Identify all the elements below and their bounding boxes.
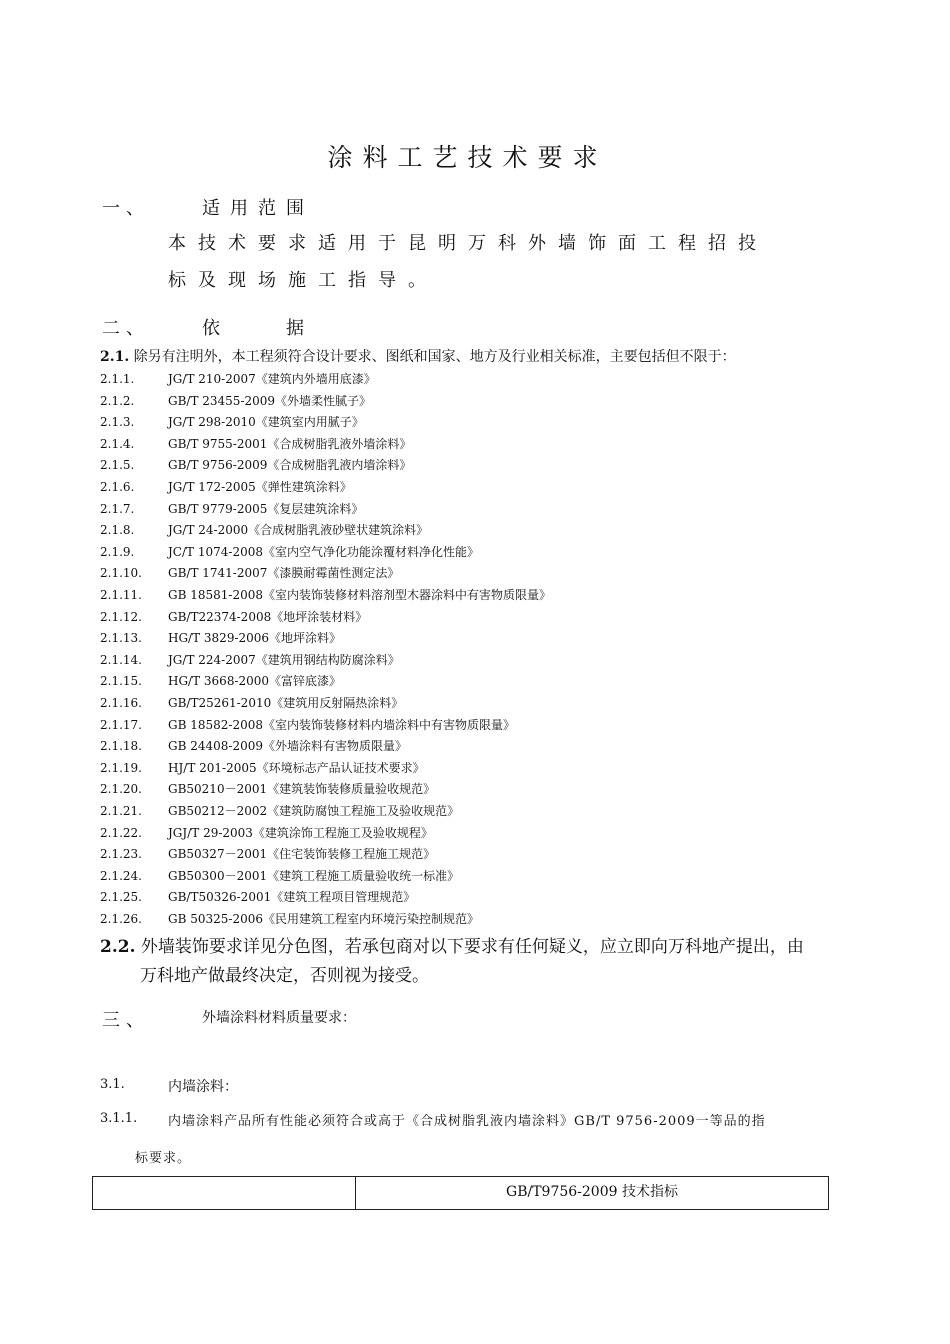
standard-text: GB/T 9755-2001《合成树脂乳液外墙涂料》 — [168, 436, 412, 451]
standard-row — [100, 887, 415, 907]
clause-3-1-1-line-1: 内墙涂料产品所有性能必须符合或高于《合成树脂乳液内墙涂料》GB/T 9756-2009一等品的指 — [168, 1114, 766, 1129]
standard-number: 2.1.6. — [100, 480, 135, 494]
standard-number: 2.1.15. — [100, 674, 142, 689]
standard-text: JG/T 224-2007《建筑用钢结构防腐涂料》 — [168, 652, 400, 667]
standard-row — [100, 434, 411, 454]
standard-row — [100, 650, 400, 670]
standard-text: JG/T 210-2007《建筑内外墙用底漆》 — [168, 372, 376, 386]
standard-row — [100, 499, 363, 519]
scope-line-2: 标及现场施工指导。 — [168, 270, 438, 291]
section-3-title: 外墙涂料材料质量要求： — [202, 1010, 356, 1026]
section-2-title-part2: 据 — [286, 318, 304, 339]
section-3-number: 三、 — [102, 1010, 150, 1031]
standard-row — [100, 520, 428, 540]
standard-row — [100, 779, 435, 799]
clause-3-1-number: 3.1. — [100, 1077, 125, 1092]
standard-row — [100, 477, 352, 497]
standard-number: 2.1.13. — [100, 631, 142, 646]
standard-row — [100, 671, 341, 691]
clause-2-1-text: 除另有注明外，本工程须符合设计要求、图纸和国家、地方及行业相关标准，主要包括但不限于： — [133, 349, 736, 365]
standard-row — [100, 542, 479, 562]
clause-3-1-1-number: 3.1.1. — [100, 1111, 138, 1126]
standard-number: 2.1.4. — [100, 436, 135, 451]
clause-2-2-line-2: 万科地产做最终决定，否则视为接受。 — [140, 966, 429, 986]
clause-3-1-1-line-2: 标要求。 — [135, 1151, 192, 1166]
standard-number: 2.1.14. — [100, 652, 142, 667]
standard-number: 2.1.20. — [100, 782, 142, 797]
spec-table — [92, 1176, 829, 1210]
standard-text: GB50327－2001《住宅装饰装修工程施工规范》 — [168, 847, 436, 862]
standard-row — [100, 693, 403, 713]
standard-row — [100, 607, 367, 627]
standard-text: HG/T 3829-2006《地坪涂料》 — [168, 631, 342, 646]
clause-2-2-line-1: 外墙装饰要求详见分色图，若承包商对以下要求有任何疑义，应立即向万科地产提出，由 — [140, 937, 804, 957]
standard-row — [100, 585, 551, 605]
standard-number: 2.1.3. — [100, 415, 135, 430]
section-2-title-part1: 依 — [202, 318, 220, 339]
section-2-number: 二、 — [102, 318, 150, 339]
standard-row — [100, 823, 433, 843]
scope-line-1: 本技术要求适用于昆明万科外墙饰面工程招投 — [168, 233, 768, 254]
standard-text: GB/T25261-2010《建筑用反射隔热涂料》 — [168, 696, 404, 710]
standard-row — [100, 412, 364, 432]
standard-row — [100, 844, 435, 864]
standard-text: JC/T 1074-2008《室内空气净化功能涂覆材料净化性能》 — [168, 544, 479, 559]
clause-2-2-number: 2.2. — [100, 937, 136, 957]
standard-row — [100, 736, 407, 756]
standard-text: GB 24408-2009《外墙涂料有害物质限量》 — [168, 739, 407, 754]
standard-text: GB/T 23455-2009《外墙柔性腻子》 — [168, 393, 372, 408]
standard-number: 2.1.1. — [100, 372, 135, 386]
clause-2-1 — [100, 346, 736, 366]
document-title: 涂料工艺技术要求 — [327, 143, 608, 172]
section-1-number: 一、 — [102, 198, 150, 219]
standard-row — [100, 866, 459, 886]
section-1-title: 适用范围 — [202, 198, 314, 219]
standard-number: 2.1.22. — [100, 825, 142, 840]
standard-number: 2.1.12. — [100, 609, 142, 624]
standard-text: GB 50325-2006《民用建筑工程室内环境污染控制规范》 — [168, 912, 479, 926]
standard-text: JG/T 24-2000《合成树脂乳液砂壁状建筑涂料》 — [168, 523, 429, 538]
standard-number: 2.1.11. — [100, 588, 142, 602]
standard-text: HG/T 3668-2000《富锌底漆》 — [168, 674, 342, 689]
standard-text: GB50210－2001《建筑装饰装修质量验收规范》 — [168, 782, 436, 797]
standard-number: 2.1.26. — [100, 912, 142, 926]
standard-text: JGJ/T 29-2003《建筑涂饰工程施工及验收规程》 — [168, 825, 433, 840]
standard-text: JG/T 298-2010《建筑室内用腻子》 — [168, 415, 364, 430]
standard-text: GB/T 9756-2009《合成树脂乳液内墙涂料》 — [168, 458, 412, 473]
standard-number: 2.1.9. — [100, 544, 135, 559]
standard-number: 2.1.7. — [100, 501, 135, 516]
table-header-cell: GB/T9756-2009 技术指标 — [506, 1184, 678, 1200]
standard-number: 2.1.16. — [100, 696, 142, 710]
standard-row — [100, 563, 399, 583]
standard-text: GB/T22374-2008《地坪涂装材料》 — [168, 609, 368, 624]
clause-2-1-number: 2.1. — [100, 349, 130, 365]
standard-text: GB/T 1741-2007《漆膜耐霉菌性测定法》 — [168, 566, 400, 581]
standard-text: GB 18582-2008《室内装饰装修材料内墙涂料中有害物质限量》 — [168, 717, 515, 732]
clause-3-1-text: 内墙涂料： — [168, 1079, 238, 1095]
standard-row — [100, 628, 341, 648]
standard-number: 2.1.24. — [100, 868, 142, 883]
standard-number: 2.1.10. — [100, 566, 142, 581]
standard-row — [100, 455, 411, 475]
standard-number: 2.1.18. — [100, 739, 142, 754]
standard-row — [100, 715, 515, 735]
standard-text: GB/T 9779-2005《复层建筑涂料》 — [168, 501, 364, 516]
standard-row — [100, 369, 376, 389]
standard-text: JG/T 172-2005《弹性建筑涂料》 — [168, 480, 352, 494]
standard-text: GB/T50326-2001《建筑工程项目管理规范》 — [168, 890, 416, 905]
standard-number: 2.1.8. — [100, 523, 135, 538]
standard-row — [100, 391, 371, 411]
standard-text: GB 18581-2008《室内装饰装修材料溶剂型木器涂料中有害物质限量》 — [168, 588, 551, 602]
standard-number: 2.1.5. — [100, 458, 135, 473]
standard-number: 2.1.23. — [100, 847, 142, 862]
standard-number: 2.1.17. — [100, 717, 142, 732]
standard-number: 2.1.25. — [100, 890, 142, 905]
standard-number: 2.1.2. — [100, 393, 135, 408]
standard-number: 2.1.19. — [100, 760, 142, 775]
standard-text: GB50300－2001《建筑工程施工质量验收统一标准》 — [168, 868, 460, 883]
standard-text: GB50212－2002《建筑防腐蚀工程施工及验收规范》 — [168, 804, 460, 818]
standard-row — [100, 801, 459, 821]
clause-2-2 — [100, 932, 804, 957]
standard-number: 2.1.21. — [100, 804, 142, 818]
standard-row — [100, 909, 479, 929]
standard-text: HJ/T 201-2005《环境标志产品认证技术要求》 — [168, 760, 425, 775]
standard-row — [100, 758, 425, 778]
